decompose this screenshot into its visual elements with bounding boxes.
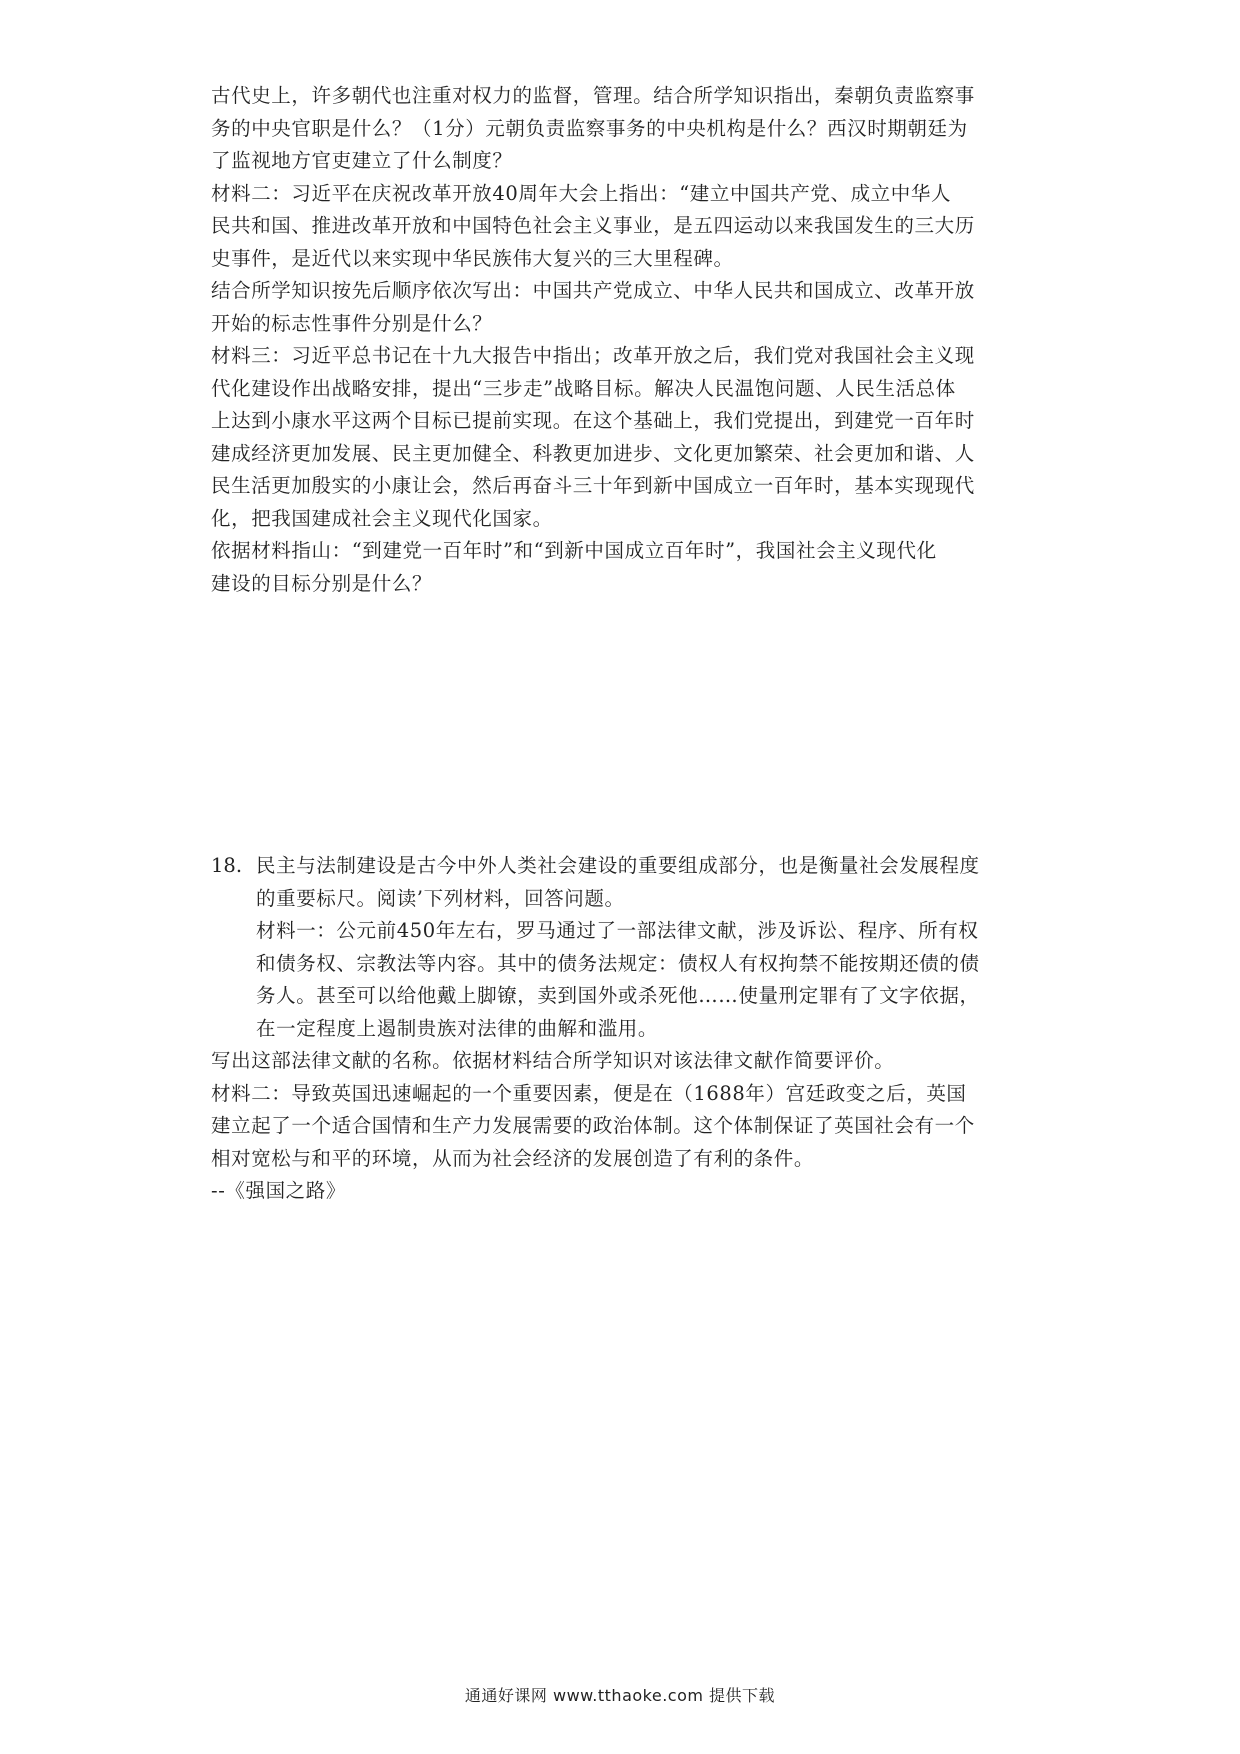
text-line: 了监视地方官吏建立了什么制度？: [211, 149, 513, 172]
text-line: 和债务权、宗教法等内容。其中的债务法规定：债权人有权拘禁不能按期还债的债: [256, 951, 980, 975]
text-line: 务的中央官职是什么？（1分）元朝负责监察事务的中央机构是什么？西汉时期朝廷为: [211, 116, 968, 140]
text-line: 依据材料指山：“到建党一百年时”和“到新中国成立百年时”，我国社会主义现代化: [211, 539, 937, 562]
text-line: 材料三：习近平总书记在十九大报告中指出；改革开放之后，我们党对我国社会主义现: [211, 344, 975, 367]
text-line: 材料一：公元前450年左右，罗马通过了一部法律文献，涉及诉讼、程序、所有权: [256, 919, 979, 942]
text-line: 建成经济更加发展、民主更加健全、科教更加进步、文化更加繁荣、社会更加和谐、人: [211, 441, 975, 465]
material-section-1: [211, 80, 1041, 600]
text-line: 开始的标志性事件分别是什么？: [211, 311, 493, 335]
text-line: 代化建设作出战略安排，提出“三步走”战略目标。解决人民温饱问题、人民生活总体: [211, 376, 956, 400]
text-line: 民生活更加殷实的小康让会，然后再奋斗三十年到新中国成立一百年时，基本实现现代: [211, 474, 975, 497]
text-line: 化，把我国建成社会主义现代化国家。: [211, 506, 553, 530]
page-footer: 通通好课网 www.tthaoke.com 提供下载: [464, 1686, 776, 1705]
text-line: 材料二：习近平在庆祝改革开放40周年大会上指出：“建立中国共产党、成立中华人: [211, 181, 952, 205]
question-18-body: [211, 1045, 1041, 1208]
text-line: 民共和国、推进改革开放和中国特色社会主义事业，是五四运动以来我国发生的三大历: [211, 214, 975, 237]
text-line: 古代史上，许多朝代也注重对权力的监督，管理。结合所学知识指出，秦朝负责监察事: [211, 84, 975, 107]
text-line: 写出这部法律文献的名称。依据材料结合所学知识对该法律文献作简要评价。: [211, 1049, 895, 1072]
question-number: 18.: [211, 854, 243, 877]
text-line: 材料二：导致英国迅速崛起的一个重要因素，便是在（1688年）宫廷政变之后，英国: [211, 1081, 967, 1105]
text-line: 史事件，是近代以来实现中华民族伟大复兴的三大里程碑。: [211, 246, 734, 270]
text-line: 建设的目标分别是什么？: [211, 571, 433, 595]
question-18-intro: [256, 850, 1046, 1045]
text-line: 结合所学知识按先后顺序依次写出：中国共产党成立、中华人民共和国成立、改革开放: [211, 279, 975, 302]
text-line: 务人。甚至可以给他戴上脚镣，卖到国外或杀死他……使量刑定罪有了文字依据，: [256, 984, 980, 1007]
text-line: 建立起了一个适合国情和生产力发展需要的政治体制。这个体制保证了英国社会有一个: [211, 1114, 975, 1137]
text-line: 在一定程度上遏制贵族对法律的曲解和滥用。: [256, 1016, 659, 1040]
source-citation: --《强国之路》: [211, 1179, 346, 1202]
text-line: 民主与法制建设是古今中外人类社会建设的重要组成部分，也是衡量社会发展程度: [256, 854, 980, 877]
text-line: 相对宽松与和平的环境，从而为社会经济的发展创造了有利的条件。: [211, 1146, 815, 1170]
text-line: 的重要标尺。阅读’下列材料，回答问题。: [256, 886, 625, 910]
text-line: 上达到小康水平这两个目标已提前实现。在这个基础上，我们党提出，到建党一百年时: [211, 409, 975, 432]
